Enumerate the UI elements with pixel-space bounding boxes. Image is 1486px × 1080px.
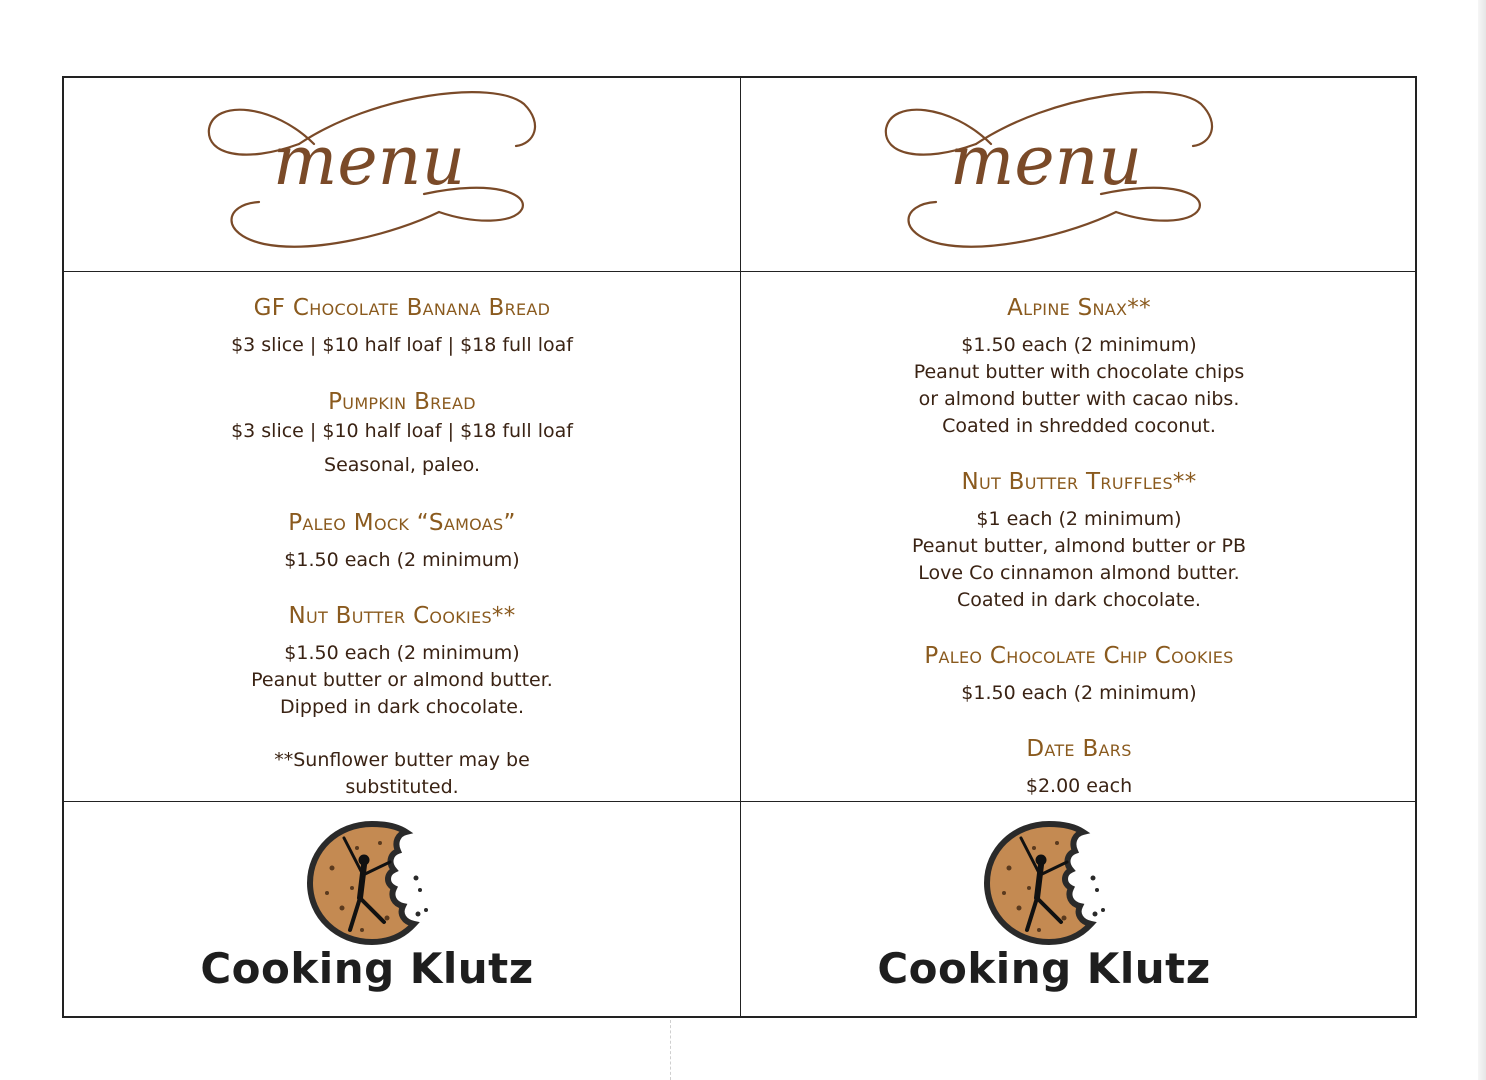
item-price: $1.50 each (2 minimum) (284, 642, 520, 664)
item-title: Pumpkin Bread (328, 389, 476, 415)
logo-cell (741, 802, 1417, 1016)
cookie-logo-icon (302, 818, 442, 948)
menu-item (64, 388, 740, 479)
item-price: $1 each (2 minimum) (976, 508, 1182, 530)
footnote-line: substituted. (345, 776, 459, 798)
item-description: Peanut butter or almond butter. (251, 669, 553, 691)
menu-item (741, 294, 1417, 440)
item-description: Love Co cinnamon almond butter. (918, 562, 1240, 584)
menu-script-word: menu (272, 122, 466, 201)
item-title: Paleo Chocolate Chip Cookies (924, 643, 1234, 669)
menu-items-cell (741, 272, 1417, 800)
item-title: Alpine Snax** (1007, 295, 1151, 321)
item-description: or almond butter with cacao nibs. (918, 388, 1240, 410)
item-price: $3 slice | $10 half loaf | $18 full loaf (231, 334, 573, 356)
item-price: $1.50 each (2 minimum) (961, 682, 1197, 704)
menu-header-cell (741, 78, 1417, 271)
item-title: Nut Butter Truffles** (961, 469, 1197, 495)
item-description: Coated in dark chocolate. (957, 589, 1201, 611)
brand-name: Cooking Klutz (877, 944, 1211, 993)
item-title: Paleo Mock “Samoas” (288, 510, 516, 536)
menu-header-cell (64, 78, 740, 271)
item-price: $2.00 each (1025, 775, 1133, 797)
menu-item (741, 735, 1417, 800)
menu-item (64, 509, 740, 574)
item-price: $1.50 each (2 minimum) (284, 549, 520, 571)
item-description: Peanut butter, almond butter or PB (912, 535, 1246, 557)
menu-script-header (881, 84, 1221, 264)
menu-script-header (204, 84, 544, 264)
item-description: Coated in shredded coconut. (942, 415, 1216, 437)
menu-item (64, 602, 740, 721)
item-description: Dipped in dark chocolate. (279, 696, 525, 718)
item-price: $3 slice | $10 half loaf | $18 full loaf (231, 420, 573, 442)
page-edge (1478, 0, 1486, 1080)
footnote (64, 747, 740, 801)
menu-item (64, 294, 740, 359)
menu-item (741, 642, 1417, 707)
logo-cell (64, 802, 740, 1016)
menu-item (741, 468, 1417, 614)
item-title: Date Bars (1026, 736, 1132, 762)
item-title: Nut Butter Cookies** (288, 603, 516, 629)
fold-guide (670, 1020, 671, 1080)
footnote-line: **Sunflower butter may be (274, 749, 530, 771)
cookie-logo-icon (979, 818, 1119, 948)
item-price: $1.50 each (2 minimum) (961, 334, 1197, 356)
item-description: Seasonal, paleo. (324, 454, 480, 476)
brand-name: Cooking Klutz (200, 944, 534, 993)
menu-items-cell (64, 272, 740, 800)
menu-script-word: menu (949, 122, 1143, 201)
item-description: Peanut butter with chocolate chips (913, 361, 1245, 383)
menu-sheet (62, 76, 1417, 1018)
item-title: GF Chocolate Banana Bread (253, 295, 551, 321)
